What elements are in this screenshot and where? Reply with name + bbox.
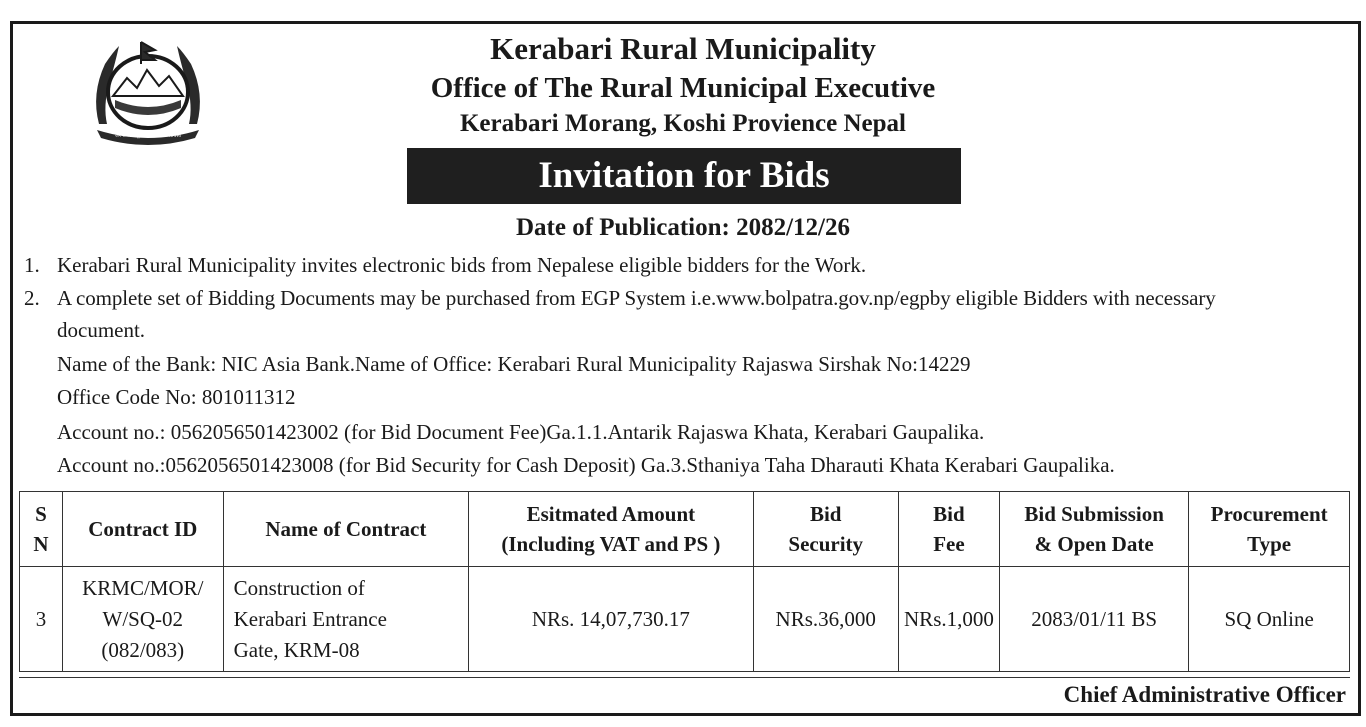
cell-bid-fee: NRs.1,000 (898, 567, 999, 672)
office-code: Office Code No: 801011312 (57, 385, 296, 409)
footer-divider (19, 677, 1350, 678)
municipality-name: Kerabari Rural Municipality (490, 31, 876, 66)
notice-title-banner: Invitation for Bids (407, 148, 961, 204)
emblem-motto: जननी जन्मभूमिश्च स्वर्गादपि गरीयसी (114, 133, 182, 139)
header-contract-id: Contract ID (62, 492, 223, 567)
header-sn: S N (20, 492, 63, 567)
header-contract-name: Name of Contract (223, 492, 469, 567)
cell-procurement-type: SQ Online (1189, 567, 1350, 672)
cell-submission-date: 2083/01/11 BS (1000, 567, 1189, 672)
header-submission-date: Bid Submission & Open Date (1000, 492, 1189, 567)
account-bid-security: Account no.:0562056501423008 (for Bid Security for Cash Deposit) Ga.3.Sthaniya Taha Dharauti Khata Kerabari Gaupalika. (57, 453, 1115, 477)
cell-contract-id: KRMC/MOR/ W/SQ-02 (082/083) (62, 567, 223, 672)
publication-date: Date of Publication: 2082/12/26 (515, 214, 850, 241)
item2-number: 2. (24, 286, 40, 310)
cell-sn: 3 (20, 567, 63, 672)
header-estimated-amount: Esitmated Amount (Including VAT and PS ) (469, 492, 753, 567)
cell-contract-name: Construction of Kerabari Entrance Gate, KRM-08 (223, 567, 469, 672)
header-bid-security: Bid Security (753, 492, 898, 567)
item1-text: Kerabari Rural Municipality invites electronic bids from Nepalese eligible bidders for the Work. (57, 253, 867, 277)
cell-estimated-amount: NRs. 14,07,730.17 (469, 567, 753, 672)
office-name: Office of The Rural Municipal Executive (430, 72, 936, 104)
header-bid-fee: Bid Fee (898, 492, 999, 567)
item1-number: 1. (24, 253, 40, 277)
item2-text: A complete set of Bidding Documents may be purchased from EGP System i.e.www.bolpatra.gov.np/egpby eligible Bidders with necessary (57, 286, 1216, 310)
account-doc-fee: Account no.: 0562056501423002 (for Bid Document Fee)Ga.1.1.Antarik Rajaswa Khata, Kerabari Gaupalika. (57, 420, 985, 444)
item2-text-cont: document. (57, 318, 146, 342)
signer-title: Chief Administrative Officer (1063, 682, 1346, 707)
office-address: Kerabari Morang, Koshi Provience Nepal (459, 110, 906, 137)
table-header-row (20, 492, 1350, 567)
bank-details: Name of the Bank: NIC Asia Bank.Name of Office: Kerabari Rural Municipality Rajaswa Sirshak No:14229 (57, 352, 971, 376)
table-row (20, 567, 1350, 672)
bids-table (19, 491, 1350, 672)
cell-bid-security: NRs.36,000 (753, 567, 898, 672)
header-procurement-type: Procurement Type (1189, 492, 1350, 567)
